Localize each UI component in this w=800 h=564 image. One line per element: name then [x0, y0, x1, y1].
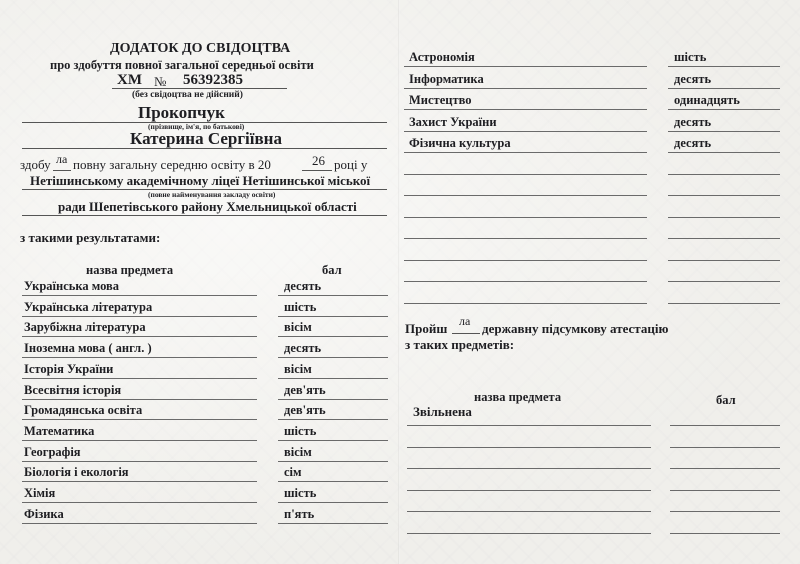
certificate-number: 56392385 — [183, 72, 243, 88]
right-row-rule-grade — [668, 260, 780, 261]
attestation-rule-subject — [407, 533, 651, 534]
statement-year: 26 — [312, 153, 325, 168]
attestation-col-subject-header: назва предмета — [474, 390, 562, 404]
left-row-rule-subject — [22, 461, 257, 462]
left-subject-name: Українська мова — [24, 279, 120, 293]
attestation-rule-grade — [670, 490, 780, 491]
right-row-rule-subject — [404, 281, 647, 282]
attestation-rule-subject — [407, 490, 651, 491]
right-row-rule-subject — [404, 174, 647, 175]
left-row-rule-subject — [22, 357, 257, 358]
suffix-line — [53, 170, 71, 171]
left-subject-name: Українська література — [24, 299, 153, 314]
right-row-rule-subject — [404, 260, 647, 261]
left-row-rule-subject — [22, 378, 257, 379]
right-row-rule-grade — [668, 88, 780, 89]
attestation-suffix-line — [452, 333, 480, 334]
left-row-rule-grade — [278, 357, 388, 358]
number-sign: № — [154, 74, 167, 89]
right-subject-name: Мистецтво — [409, 93, 472, 107]
institution-caption: (повне найменування закладу освіти) — [148, 190, 276, 199]
right-row-rule-subject — [404, 303, 647, 304]
left-row-rule-grade — [278, 502, 388, 503]
statement-suffix: ла — [56, 152, 68, 166]
certificate-series: ХМ — [117, 72, 142, 88]
right-subject-name: Інформатика — [409, 71, 484, 86]
left-subject-grade: дев'ять — [284, 382, 326, 397]
left-row-rule-grade — [278, 461, 388, 462]
left-row-rule-grade — [278, 440, 388, 441]
fold-line — [398, 0, 400, 564]
right-row-rule-grade — [668, 238, 780, 239]
document-title: ДОДАТОК ДО СВІДОЦТВА — [110, 41, 291, 56]
left-row-rule-grade — [278, 336, 388, 337]
statement-part3: році у — [334, 157, 368, 172]
left-col-grade-header: бал — [322, 263, 342, 277]
left-row-rule-subject — [22, 481, 257, 482]
institution-line1: Нетішинському академічному ліцеї Нетішинської міської — [30, 173, 371, 188]
statement-part2: повну загальну середню освіту в 20 — [73, 157, 271, 172]
left-subject-grade: шість — [284, 299, 317, 314]
given-names-line — [22, 148, 387, 149]
right-row-rule-grade — [668, 303, 780, 304]
right-row-rule-grade — [668, 174, 780, 175]
left-subject-grade: десять — [284, 279, 322, 293]
attestation-rule-grade — [670, 425, 780, 426]
left-row-rule-grade — [278, 481, 388, 482]
right-row-rule-subject — [404, 109, 647, 110]
right-row-rule-subject — [404, 88, 647, 89]
left-subject-grade: вісім — [284, 320, 312, 335]
right-subject-name: Фізична культура — [409, 136, 511, 150]
attestation-part1: Пройш — [405, 321, 448, 336]
left-subject-name: Географія — [24, 444, 81, 459]
right-row-rule-grade — [668, 217, 780, 218]
attestation-rule-subject — [407, 425, 651, 426]
left-row-rule-subject — [22, 316, 257, 317]
attestation-col-grade-header: бал — [716, 393, 736, 407]
left-subject-grade: вісім — [284, 361, 312, 376]
invalid-note: (без свідоцтва не дійсний) — [132, 90, 243, 100]
right-subject-grade: десять — [674, 114, 712, 129]
right-subject-grade: десять — [674, 136, 712, 150]
right-row-rule-subject — [404, 217, 647, 218]
left-subject-grade: сім — [284, 465, 302, 480]
left-row-rule-subject — [22, 399, 257, 400]
attestation-line2: з таких предметів: — [405, 337, 515, 352]
left-row-rule-subject — [22, 419, 257, 420]
right-row-rule-grade — [668, 131, 780, 132]
right-row-rule-grade — [668, 152, 780, 153]
attestation-rule-subject — [407, 447, 651, 448]
right-row-rule-grade — [668, 195, 780, 196]
right-row-rule-grade — [668, 281, 780, 282]
right-row-rule-subject — [404, 152, 647, 153]
left-row-rule-grade — [278, 378, 388, 379]
left-subject-grade: п'ять — [284, 506, 315, 521]
attestation-rule-subject — [407, 511, 651, 512]
right-row-rule-grade — [668, 109, 780, 110]
institution-line2-rule — [22, 215, 387, 216]
left-subject-name: Біологія і екологія — [24, 465, 129, 480]
attestation-rule-grade — [670, 511, 780, 512]
right-subject-name: Астрономія — [409, 50, 475, 64]
surname: Прокопчук — [138, 103, 225, 122]
attestation-suffix: ла — [459, 314, 471, 328]
right-row-rule-subject — [404, 131, 647, 132]
attestation-part2: державну підсумкову атестацію — [482, 321, 669, 336]
left-row-rule-grade — [278, 295, 388, 296]
left-row-rule-grade — [278, 419, 388, 420]
attestation-rule-subject — [407, 468, 651, 469]
left-row-rule-grade — [278, 523, 388, 524]
results-intro: з такими результатами: — [20, 230, 161, 245]
left-row-rule-subject — [22, 502, 257, 503]
attestation-exempt: Звільнена — [413, 404, 472, 419]
right-row-rule-subject — [404, 66, 647, 67]
left-subject-name: Громадянська освіта — [24, 403, 143, 418]
left-subject-grade: вісім — [284, 444, 312, 459]
left-row-rule-subject — [22, 440, 257, 441]
attestation-rule-grade — [670, 533, 780, 534]
right-row-rule-subject — [404, 238, 647, 239]
statement-part1: здобу — [20, 157, 51, 172]
right-subject-grade: десять — [674, 71, 712, 86]
left-col-subject-header: назва предмета — [86, 263, 174, 277]
left-subject-name: Фізика — [24, 506, 64, 521]
right-row-rule-grade — [668, 66, 780, 67]
document-subtitle: про здобуття повної загальної середньої освіти — [50, 58, 314, 72]
attestation-rule-grade — [670, 468, 780, 469]
right-subject-grade: шість — [674, 50, 707, 64]
left-row-rule-subject — [22, 336, 257, 337]
left-subject-grade: шість — [284, 486, 317, 500]
right-subject-grade: одинадцять — [674, 93, 740, 107]
left-subject-name: Математика — [24, 423, 95, 438]
left-subject-grade: шість — [284, 423, 317, 438]
attestation-rule-grade — [670, 447, 780, 448]
left-row-rule-grade — [278, 399, 388, 400]
left-subject-name: Історія України — [24, 361, 114, 376]
given-names: Катерина Сергіївна — [130, 129, 282, 148]
year-line — [302, 170, 332, 171]
left-subject-name: Хімія — [24, 486, 56, 500]
right-row-rule-subject — [404, 195, 647, 196]
left-subject-grade: дев'ять — [284, 403, 326, 418]
left-subject-grade: десять — [284, 341, 322, 356]
left-subject-name: Зарубіжна література — [24, 320, 146, 335]
institution-line2: ради Шепетівського району Хмельницької області — [58, 199, 357, 214]
left-subject-name: Всесвітня історія — [24, 382, 122, 397]
right-subject-name: Захист України — [409, 114, 497, 129]
left-subject-name: Іноземна мова ( англ. ) — [24, 341, 152, 356]
name-caption: (прізвище, ім'я, по батькові) — [148, 122, 245, 131]
left-row-rule-subject — [22, 295, 257, 296]
left-row-rule-grade — [278, 316, 388, 317]
left-row-rule-subject — [22, 523, 257, 524]
